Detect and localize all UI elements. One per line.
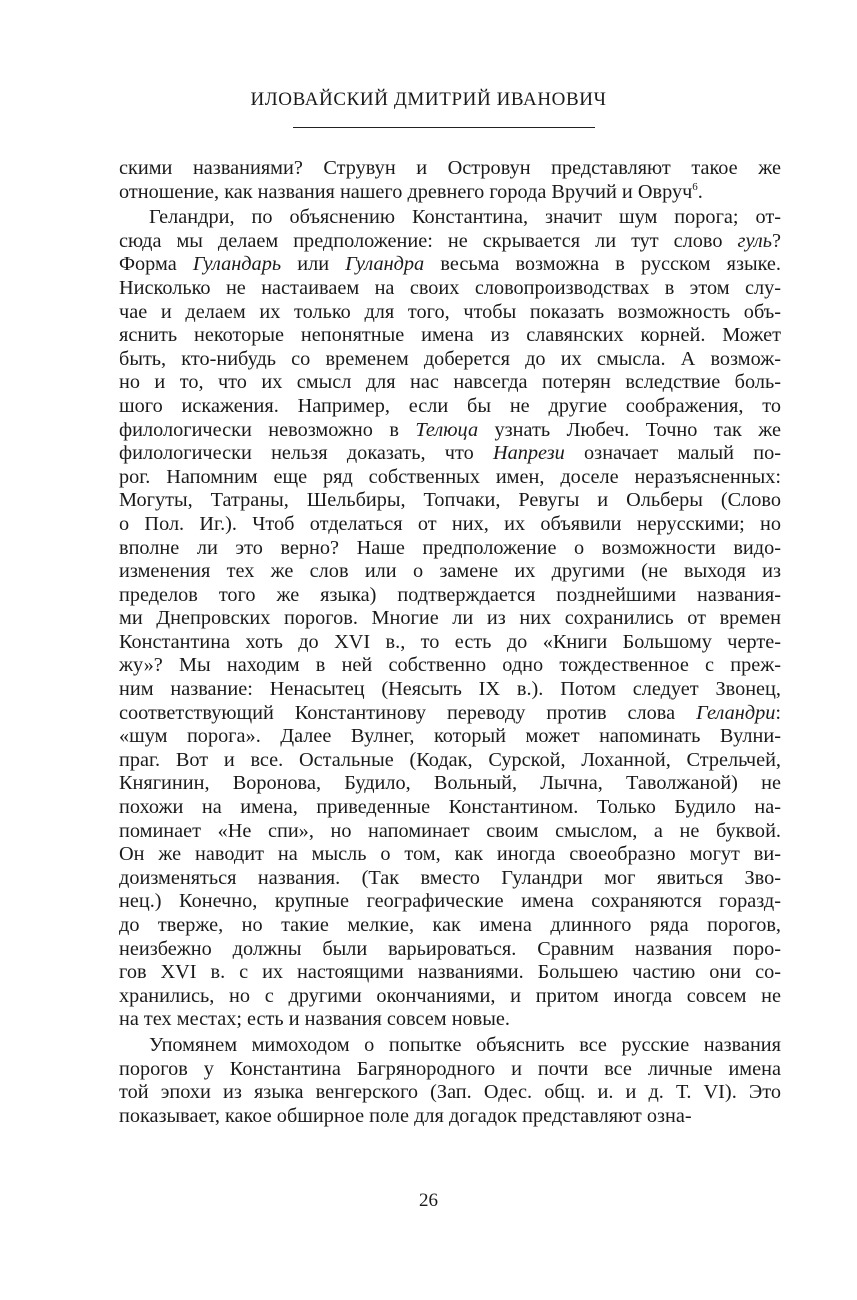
text-line xyxy=(119,466,781,490)
text-line xyxy=(119,537,781,561)
text-line xyxy=(119,772,781,796)
text-line xyxy=(119,654,781,678)
text-line xyxy=(119,725,781,749)
text-line xyxy=(119,253,781,277)
text-run: шого искажения. Например, если бы не другие соображения, то xyxy=(119,394,781,417)
text-run: Княгинин, Воронова, Будило, Вольный, Лычна, Таволжаной) не xyxy=(119,772,781,795)
text-run: рог. Напомним еще ряд собственных имен, доселе неразъясненных: xyxy=(119,465,781,488)
text-line xyxy=(119,678,781,702)
text-run: той эпохи из языка венгерского (Зап. Одес. общ. и. и д. Т. VI). Это xyxy=(119,1081,781,1104)
text-run: : xyxy=(775,701,781,724)
text-run: вполне ли это верно? Наше предположение о возможности видо- xyxy=(119,536,781,559)
text-run: . xyxy=(697,180,703,203)
text-line xyxy=(119,442,781,466)
text-run: Геландри, по объяснению Константина, значит шум порога; от- xyxy=(149,206,781,229)
text-run: пределов того же языка) подтверждается позднейшими названия- xyxy=(119,583,781,606)
text-line xyxy=(119,301,781,325)
text-line xyxy=(119,348,781,372)
text-run: Форма xyxy=(119,253,193,276)
italic-term: Гуландарь xyxy=(192,253,282,276)
text-line xyxy=(119,820,781,844)
text-line xyxy=(119,631,781,655)
text-line xyxy=(119,985,781,1009)
text-line xyxy=(119,584,781,608)
text-run: яснить некоторые непонятные имена из славянских корней. Может xyxy=(119,324,781,347)
text-line xyxy=(119,419,781,443)
text-line xyxy=(119,938,781,962)
page-number: 26 xyxy=(419,1190,438,1211)
text-run: сюда мы делаем предположение: не скрывается ли тут слово xyxy=(119,229,738,252)
text-run: соответствующий Константинову переводу против слова xyxy=(119,701,697,724)
text-line xyxy=(119,371,781,395)
text-run: до тверже, но такие мелкие, как имена длинного ряда порогов, xyxy=(119,914,781,936)
text-run: поминает «Не спи», но напоминает своим смыслом, а не буквой. xyxy=(119,819,781,842)
paragraph xyxy=(119,157,781,204)
text-run: Он же наводит на мысль о том, как иногда своеобразно могут ви- xyxy=(119,843,781,866)
text-run: гов XVI в. с их настоящими названиями. Большею частию они со- xyxy=(119,961,781,984)
text-run: филологически невозможно в xyxy=(119,418,416,441)
text-line xyxy=(119,206,781,230)
text-run: на тех местах; есть и названия совсем новые. xyxy=(119,1008,510,1031)
text-line xyxy=(119,914,781,938)
text-run: означает малый по- xyxy=(564,442,781,465)
italic-term: Геландри xyxy=(696,701,776,724)
text-line xyxy=(119,796,781,820)
text-line xyxy=(119,157,781,181)
text-run: весьма возможна в русском языке. xyxy=(424,253,782,276)
text-run: ми Днепровских порогов. Многие ли из них сохранились от времен xyxy=(119,607,781,630)
text-run: ним название: Ненасытец (Неясыть IX в.). Потом следует Звонец, xyxy=(119,678,781,701)
text-run: быть, кто-нибудь со временем доберется до их смысла. А возмож- xyxy=(119,347,781,370)
text-run: праг. Вот и все. Остальные (Кодак, Сурской, Лоханной, Стрельчей, xyxy=(119,748,781,771)
text-run: узнать Любеч. Точно так же xyxy=(478,418,781,441)
text-run: показывает, какое обширное поле для догадок представляют озна- xyxy=(119,1104,692,1127)
text-run: Нисколько не настаиваем на своих словопроизводствах в этом слу- xyxy=(119,276,781,299)
text-run: доизменяться названия. (Так вместо Гуландри мог явиться Зво- xyxy=(119,866,781,889)
text-run: Упомянем мимоходом о попытке объяснить все русские названия xyxy=(149,1033,781,1056)
text-line xyxy=(119,1008,781,1032)
text-line xyxy=(119,324,781,348)
text-line xyxy=(119,230,781,254)
paragraph xyxy=(119,1032,781,1128)
text-run: нец.) Конечно, крупные географические имена сохраняются горазд- xyxy=(119,890,781,913)
running-head: ИЛОВАЙСКИЙ ДМИТРИЙ ИВАНОВИЧ xyxy=(250,89,607,110)
italic-term: Телюца xyxy=(415,418,479,441)
text-run: филологически нельзя доказать, что xyxy=(119,442,493,465)
text-line xyxy=(119,277,781,301)
text-line xyxy=(119,181,781,205)
header-rule xyxy=(293,127,595,128)
text-line xyxy=(119,560,781,584)
text-line xyxy=(119,1081,781,1105)
text-line xyxy=(119,749,781,773)
text-line xyxy=(119,961,781,985)
body-text xyxy=(119,157,781,1128)
text-line xyxy=(119,702,781,726)
text-run: ? xyxy=(771,229,781,252)
text-line xyxy=(119,1034,781,1058)
text-line xyxy=(119,843,781,867)
text-run: Константина хоть до XVI в., то есть до «Книги Большому черте- xyxy=(119,630,781,653)
text-run: или xyxy=(281,253,346,276)
text-line xyxy=(119,395,781,419)
text-line xyxy=(119,513,781,537)
text-line xyxy=(119,890,781,914)
text-run: хранились, но с другими окончаниями, и притом иногда совсем не xyxy=(119,984,781,1007)
text-run: чае и делаем их только для того, чтобы показать возможность объ- xyxy=(119,300,781,323)
text-run: похожи на имена, приведенные Константином. Только Будило на- xyxy=(119,796,781,819)
italic-term: Напрези xyxy=(492,442,565,465)
text-run: «шум порога». Далее Вулнег, который может напоминать Вулни- xyxy=(119,725,781,748)
text-run: порогов у Константина Багрянородного и почти все личные имена xyxy=(119,1057,781,1080)
italic-term: гуль xyxy=(737,229,772,252)
text-line xyxy=(119,489,781,513)
text-line xyxy=(119,607,781,631)
text-line xyxy=(119,867,781,891)
text-run: неизбежно должны были варьироваться. Сравним названия поро- xyxy=(119,937,781,960)
text-run: скими названиями? Струвун и Островун представляют такое же xyxy=(119,157,781,179)
footnote-ref: 6 xyxy=(692,180,698,193)
text-run: о Пол. Иг.). Чтоб отделаться от них, их объявили нерусскими; но xyxy=(119,512,781,535)
text-line xyxy=(119,1105,781,1129)
text-run: но и то, что их смысл для нас навсегда потерян вследствие боль- xyxy=(119,371,781,394)
text-run: жу»? Мы находим в ней собственно одно тождественное с преж- xyxy=(119,654,781,677)
text-run: Могуты, Татраны, Шельбиры, Топчаки, Ревугы и Ольберы (Слово xyxy=(119,489,781,512)
italic-term: Гуландра xyxy=(345,253,425,276)
text-run: изменения тех же слов или о замене их другими (не выходя из xyxy=(119,560,781,583)
paragraph xyxy=(119,204,781,1032)
text-line xyxy=(119,1058,781,1082)
text-run: отношение, как названия нашего древнего города Вручий и Овруч xyxy=(119,180,693,203)
